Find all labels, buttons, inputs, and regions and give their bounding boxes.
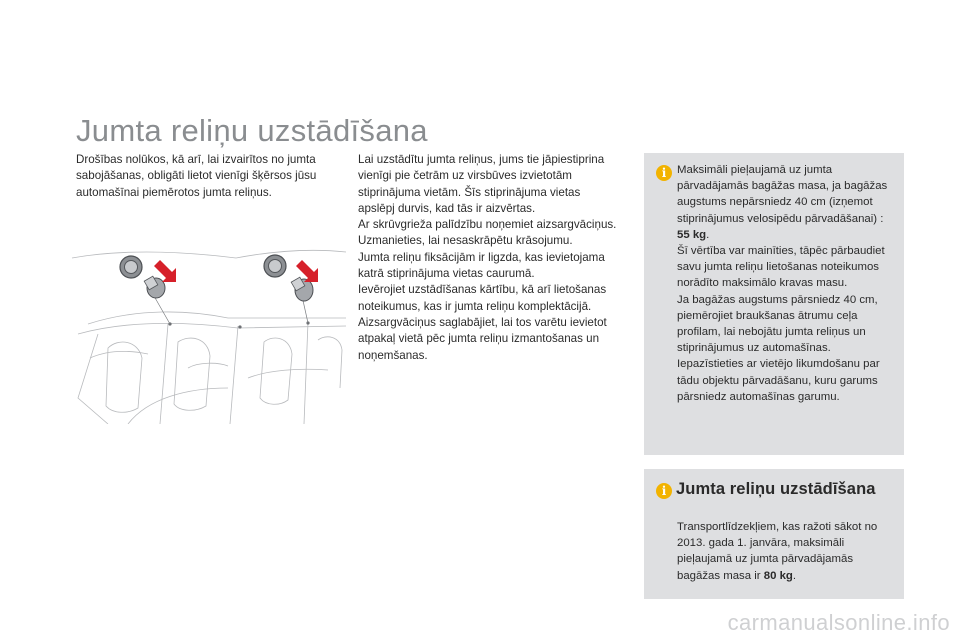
roof-bar-info-box <box>644 469 904 599</box>
instruction-line: Ievērojiet uzstādīšanas kārtību, kā arī lietošanas noteikumus, kas ir jumta reliņu komplektācijā. <box>358 283 607 313</box>
max-load-2013-text: Transportlīdzekļiem, kas ražoti sākot no 2013. gada 1. janvāra, maksimāli pieļaujamā uz jumta pārvadājamās bagāžas masa ir 80 kg. <box>677 521 878 582</box>
instruction-line: Aizsargvāciņus saglabājiet, lai tos varētu ievietot atpakaļ vietā pēc jumta reliņu izmantošanas un noņemšanas. <box>358 315 607 362</box>
roof-bar-mounting-illustration <box>68 238 350 424</box>
max-load-text: Maksimāli pieļaujamā uz jumta pārvadājamās bagāžas masa, ja bagāžas augstums nepārsniedz 40 cm (izņemot stiprinājumus velosipēdu pārvadāšanai) : 55 kg. <box>677 164 888 241</box>
info-line: Šī vērtība var mainīties, tāpēc pārbaudiet savu jumta reliņu lietošanas noteikumos norādīto maksimālo kravas masu. <box>677 245 885 290</box>
box-heading: Jumta reliņu uzstādīšana <box>676 480 876 498</box>
info-icon: i <box>656 165 672 181</box>
max-load-info-box <box>644 153 904 455</box>
info-icon: i <box>656 483 672 499</box>
info-line: Iepazīstieties ar vietējo likumdošanu par tādu objektu pārvadāšanu, kuru garums pārsniedz automašīnas garumu. <box>677 358 880 403</box>
instruction-line: Lai uzstādītu jumta reliņus, jums tie jāpiestiprina vienīgi pie četrām uz virsbūves izvietotām stiprinājuma vietām. Šīs stiprinājuma vietas apslēpj durvis, kad tās ir aizvērtas. <box>358 153 605 215</box>
instruction-line: Ar skrūvgrieža palīdzību noņemiet aizsargvāciņus. Uzmanieties, lai nesaskrāpētu krāsojumu. <box>358 218 617 248</box>
instructions-column <box>358 152 620 364</box>
instruction-line: Jumta reliņu fiksācijām ir ligzda, kas ievietojama katrā stiprinājuma vietas caurumā. <box>358 250 605 281</box>
intro-column <box>76 152 338 201</box>
info-line: Ja bagāžas augstums pārsniedz 40 cm, piemērojiet braukšanas ātrumu ceļa profilam, lai nebojātu jumta reliņus un stiprinājumus uz automašīnas. <box>677 293 878 355</box>
max-load-value: 55 kg <box>677 228 707 241</box>
intro-paragraph: Drošības nolūkos, kā arī, lai izvairītos no jumta sabojāšanas, obligāti lietot vienīgi šķērsos jūsu automašīnai piemērotos jumta reliņus. <box>76 153 317 199</box>
max-load-2013-value: 80 kg <box>763 569 793 582</box>
page-title: Jumta reliņu uzstādīšana <box>76 112 428 148</box>
fixing-cap-right <box>264 255 313 301</box>
watermark: carmanualsonline.info <box>727 610 950 635</box>
